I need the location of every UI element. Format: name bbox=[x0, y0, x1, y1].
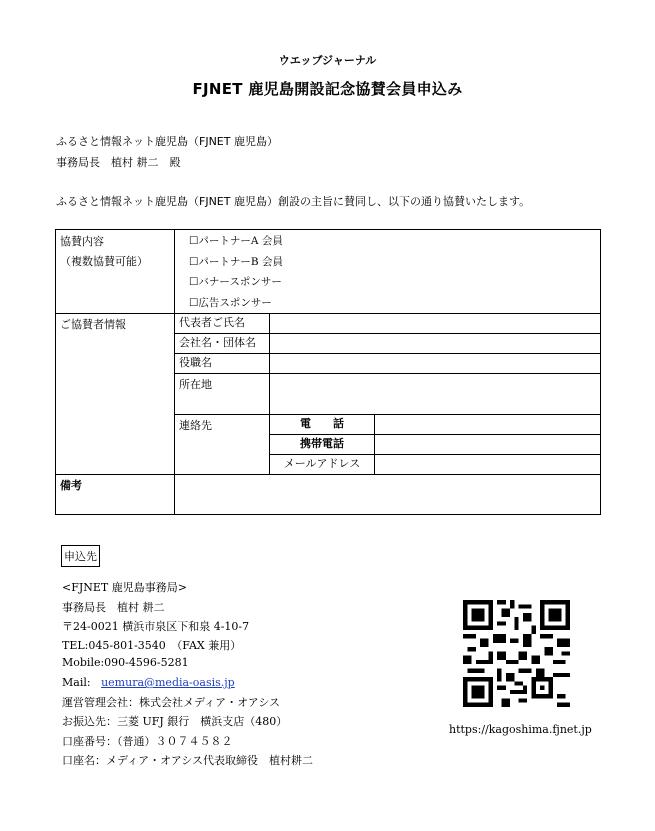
email-field[interactable] bbox=[375, 455, 601, 475]
company-field[interactable] bbox=[270, 334, 601, 354]
bank-info: お振込先：三菱 UFJ 銀行 横浜支店（480） bbox=[62, 715, 288, 728]
sponsorship-sublabel: （複数協賛可能） bbox=[60, 255, 148, 268]
office-mail bbox=[62, 676, 235, 689]
mobile-label: 携帯電話 bbox=[270, 435, 375, 455]
office-address: 〒24-0021 横浜市泉区下和泉 4-10-7 bbox=[62, 620, 250, 633]
account-number: 口座番号：（普通）３０７４５８２ bbox=[62, 735, 233, 748]
sponsor-info-table bbox=[175, 314, 600, 474]
office-mobile: Mobile:090-4596-5281 bbox=[62, 656, 189, 669]
qr-code-icon bbox=[463, 600, 570, 707]
rep-name-field[interactable] bbox=[270, 314, 601, 334]
website-url[interactable]: https://kagoshima.fjnet.jp bbox=[449, 723, 592, 736]
sponsor-info-cell bbox=[175, 314, 601, 475]
option-partner-a[interactable]: ☐パートナーA 会員 bbox=[189, 235, 283, 247]
address-field[interactable] bbox=[270, 374, 601, 415]
remarks-field[interactable] bbox=[175, 475, 601, 515]
sponsorship-label-cell bbox=[56, 230, 175, 314]
position-label: 役職名 bbox=[175, 354, 270, 374]
office-tel: TEL:045-801-3540 （FAX 兼用） bbox=[62, 639, 242, 652]
management-company: 運営管理会社：株式会社メディア・オアシス bbox=[62, 696, 281, 709]
mobile-field[interactable] bbox=[375, 435, 601, 455]
application-to-label: 申込先 bbox=[61, 545, 100, 567]
contact-table bbox=[270, 415, 600, 474]
mail-link[interactable]: uemura@media-oasis.jp bbox=[101, 676, 235, 689]
email-label: メールアドレス bbox=[270, 455, 375, 475]
sponsorship-label: 協賛内容 bbox=[60, 235, 104, 248]
sponsorship-options bbox=[175, 230, 601, 314]
phone-label: 電 話 bbox=[270, 415, 375, 435]
company-label: 会社名・団体名 bbox=[175, 334, 270, 354]
option-ad-sponsor[interactable]: ☐広告スポンサー bbox=[189, 296, 272, 309]
application-form bbox=[55, 229, 601, 515]
office-name: <FJNET 鹿児島事務局> bbox=[62, 581, 187, 594]
page-title: FJNET 鹿児島開設記念協賛会員申込み bbox=[192, 80, 463, 98]
page-subtitle: ウエッブジャーナル bbox=[278, 54, 377, 67]
position-field[interactable] bbox=[270, 354, 601, 374]
intro-text: ふるさと情報ネット鹿児島（FJNET 鹿児島）創設の主旨に賛同し、以下の通り協賛いたします。 bbox=[56, 195, 531, 208]
addressee-person: 事務局長 植村 耕二 殿 bbox=[56, 156, 181, 169]
mail-label: Mail: bbox=[62, 676, 91, 689]
addressee-org: ふるさと情報ネット鹿児島（FJNET 鹿児島） bbox=[56, 135, 278, 148]
contact-label: 連絡先 bbox=[175, 415, 270, 475]
remarks-label: 備考 bbox=[56, 475, 175, 515]
account-name: 口座名：メディア・オアシス代表取締役 植村耕二 bbox=[62, 754, 314, 767]
contact-cell bbox=[270, 415, 601, 475]
office-director: 事務局長 植村 耕二 bbox=[62, 601, 165, 614]
option-partner-b[interactable]: ☐パートナーB 会員 bbox=[189, 255, 283, 268]
rep-name-label: 代表者ご氏名 bbox=[175, 314, 270, 334]
sponsor-info-label: ご協賛者情報 bbox=[56, 314, 175, 475]
option-banner-sponsor[interactable]: ☐バナースポンサー bbox=[189, 276, 282, 288]
phone-field[interactable] bbox=[375, 415, 601, 435]
address-label: 所在地 bbox=[175, 374, 270, 415]
